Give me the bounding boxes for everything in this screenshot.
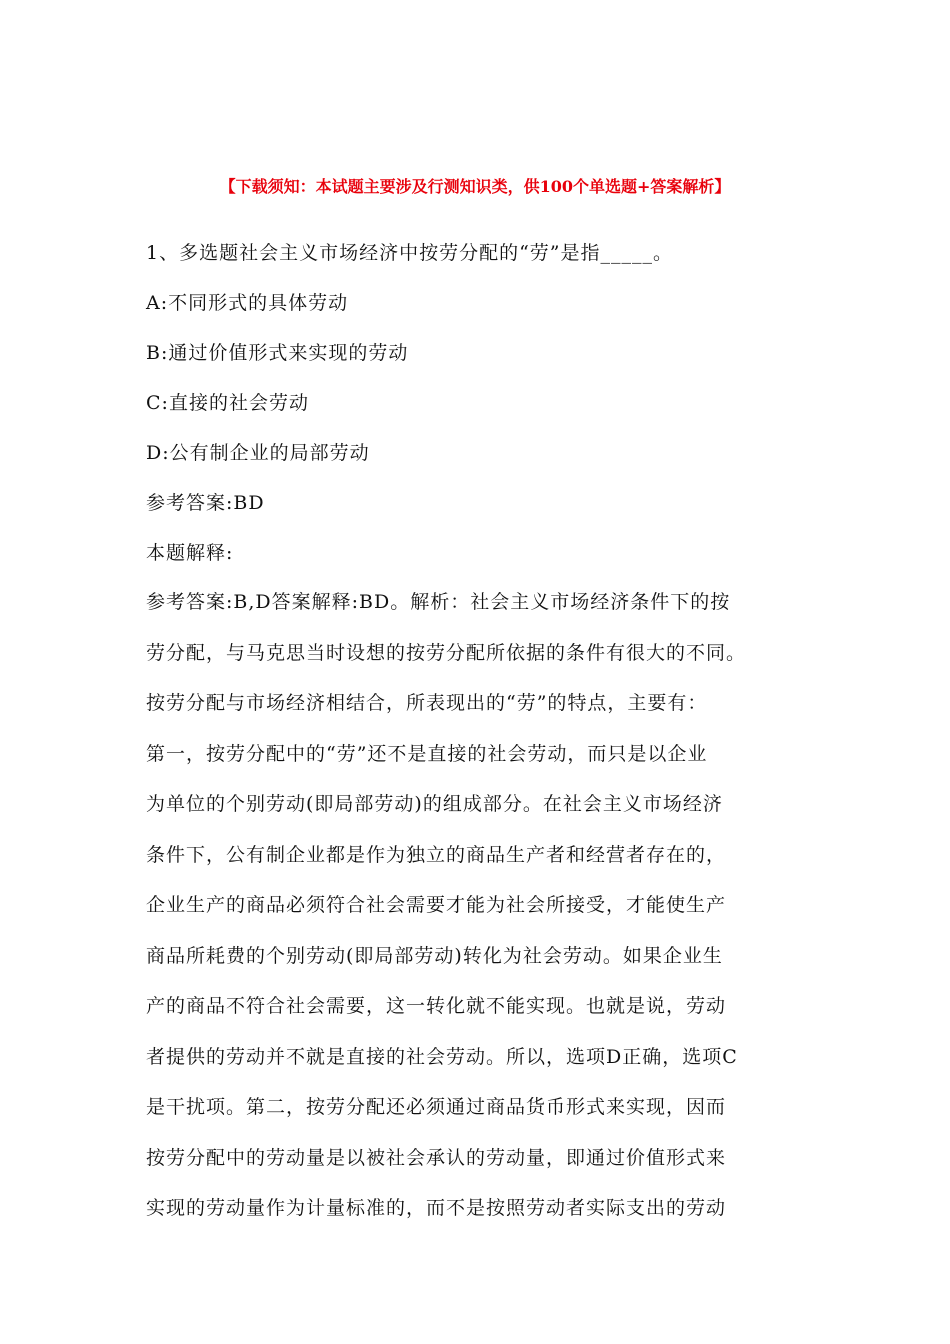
explanation-line: 实现的劳动量作为计量标准的，而不是按照劳动者实际支出的劳动 bbox=[146, 1197, 727, 1219]
explanation-line: 按劳分配与市场经济相结合，所表现出的“劳”的特点，主要有： bbox=[146, 692, 708, 714]
question-text: 1、多选题社会主义市场经济中按劳分配的“劳”是指_____。 bbox=[146, 242, 674, 264]
option-c: C:直接的社会劳动 bbox=[146, 392, 309, 414]
explanation-line: 参考答案:B,D答案解释:BD。解析：社会主义市场经济条件下的按 bbox=[146, 591, 731, 613]
explanation-line: 是干扰项。第二，按劳分配还必须通过商品货币形式来实现，因而 bbox=[146, 1096, 727, 1118]
explanation-line: 条件下，公有制企业都是作为独立的商品生产者和经营者存在的， bbox=[146, 843, 727, 866]
explanation-line: 商品所耗费的个别劳动(即局部劳动)转化为社会劳动。如果企业生 bbox=[146, 944, 723, 967]
explanation-line: 按劳分配中的劳动量是以被社会承认的劳动量，即通过价值形式来 bbox=[146, 1146, 727, 1169]
option-a: A:不同形式的具体劳动 bbox=[146, 292, 349, 314]
explanation-line: 为单位的个别劳动(即局部劳动)的组成部分。在社会主义市场经济 bbox=[146, 793, 723, 815]
explanation-heading: 本题解释: bbox=[146, 542, 234, 564]
explanation-line: 企业生产的商品必须符合社会需要才能为社会所接受，才能使生产 bbox=[146, 894, 727, 916]
option-b: B:通过价值形式来实现的劳动 bbox=[146, 342, 409, 364]
explanation-line: 者提供的劳动并不就是直接的社会劳动。所以，选项D正确，选项C bbox=[146, 1045, 738, 1068]
option-d: D:公有制企业的局部劳动 bbox=[146, 442, 370, 464]
question-block bbox=[146, 238, 826, 588]
explanation-line: 产的商品不符合社会需要，这一转化就不能实现。也就是说，劳动 bbox=[146, 995, 727, 1017]
explanation-line: 第一，按劳分配中的“劳”还不是直接的社会劳动，而只是以企业 bbox=[146, 742, 708, 765]
explanation-line: 劳分配，与马克思当时设想的按劳分配所依据的条件有很大的不同。 bbox=[146, 641, 747, 664]
explanation-paragraph bbox=[146, 587, 826, 1244]
reference-answer: 参考答案:BD bbox=[146, 492, 265, 514]
download-notice: 【下载须知：本试题主要涉及行测知识类，供100个单选题+答案解析】 bbox=[219, 177, 731, 196]
